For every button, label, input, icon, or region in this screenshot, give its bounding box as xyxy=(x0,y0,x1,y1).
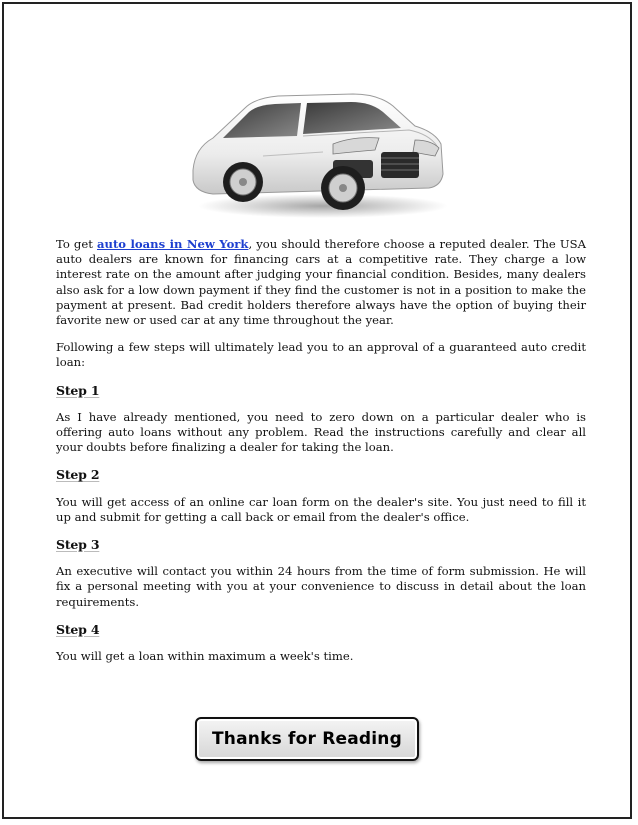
step-4-text: You will get a loan within maximum a week's time. xyxy=(56,649,354,664)
thanks-for-reading-button[interactable]: Thanks for Reading xyxy=(195,717,419,761)
suv-car-icon xyxy=(183,78,453,218)
auto-loans-link[interactable]: auto loans in New York xyxy=(97,237,249,251)
intro-prefix: To get xyxy=(56,237,97,251)
lead-paragraph: Following a few steps will ultimately lead you to an approval of a guaranteed auto credit loan: xyxy=(56,340,586,370)
step-2-heading: Step 2 xyxy=(56,467,100,483)
step-2-text: You will get access of an online car loan form on the dealer's site. You just need to fill it up and submit for getting a call back or email from the dealer's office. xyxy=(56,494,586,524)
article-body xyxy=(56,237,586,676)
step-1-heading: Step 1 xyxy=(56,382,100,398)
intro-text: , you should therefore choose a reputed dealer. The USA auto dealers are known for financing cars at a competitive rate. They charge a low interest rate on the amount after judging your financial condition. Besides, many dealers also ask for a low down payment if they find the customer is not in a position to make the payment at present. Bad credit holders therefore always have the option of buying their favorite new or used car at any time throughout the year. xyxy=(56,237,587,328)
car-image xyxy=(183,78,453,218)
step-3-text: An executive will contact you within 24 hours from the time of form submission. He will fix a personal meeting with you at your convenience to discuss in detail about the loan requirements. xyxy=(56,564,586,609)
intro-paragraph xyxy=(56,237,586,328)
step-1-text: As I have already mentioned, you need to zero down on a particular dealer who is offering auto loans without any problem. Read the instructions carefully and clear all your doubts before finalizing a dealer for taking the loan. xyxy=(56,409,586,455)
step-3-heading: Step 3 xyxy=(56,537,100,553)
step-4-heading: Step 4 xyxy=(56,621,100,637)
